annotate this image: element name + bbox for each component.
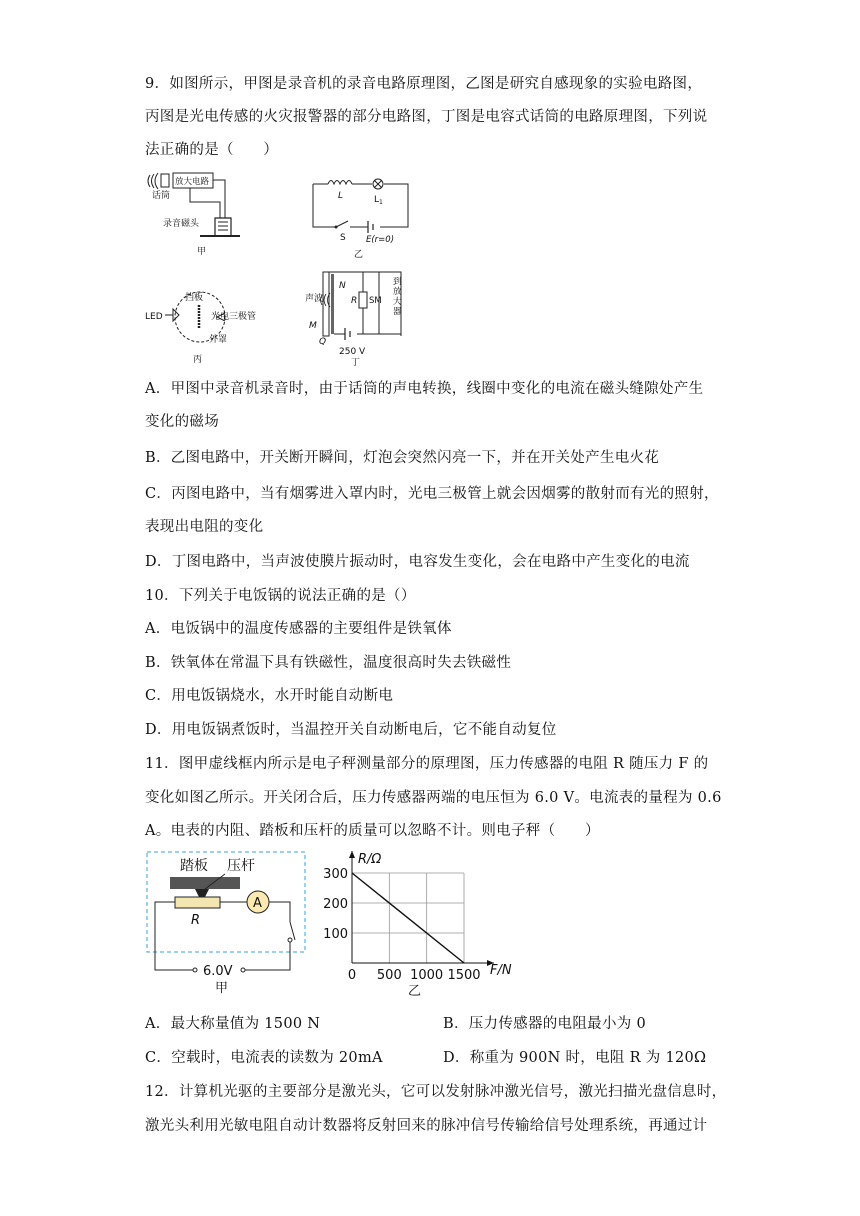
- q9-option-d: D．丁图电路中，当声波使膜片振动时，电容发生变化，会在电路中产生变化的电流: [145, 554, 690, 570]
- q9-ding-R-label: R: [351, 296, 358, 306]
- q9-option-b: B．乙图电路中，开关断开瞬间，灯泡会突然闪亮一下，并在开关处产生电火花: [145, 450, 660, 466]
- chart-x-axis-label: F/N: [490, 963, 512, 978]
- q11-figure-yi-chart: [322, 845, 522, 1000]
- q9-bing-cover-label: 外罩: [209, 335, 228, 345]
- q10-option-a: A．电饭锅中的温度传感器的主要组件是铁氧体: [145, 621, 452, 637]
- q9-yi-S-label: S: [340, 233, 346, 243]
- q9-option-c-line2: 表现出电阻的变化: [145, 519, 264, 535]
- q11-jia-board-label: 踏板: [180, 858, 208, 874]
- q9-jia-amp-label: 放大电路: [175, 177, 210, 187]
- q9-figure-bing: [145, 285, 275, 365]
- q9-stem-line2: 丙图是光电传感的火灾报警器的部分电路图，丁图是电容式话筒的电路原理图，下列说: [145, 109, 708, 125]
- q9-figure-ding: [305, 268, 415, 368]
- q9-ding-Q-label: Q: [319, 337, 327, 347]
- q9-bing-photo-label: 光电三极管: [211, 312, 257, 322]
- x-tick-label: 1500: [447, 968, 481, 983]
- q9-jia-caption: 甲: [197, 247, 207, 257]
- chart-series: [352, 873, 464, 963]
- q9-ding-amp-label: 到放大器: [393, 277, 402, 317]
- x-tick-label: 500: [376, 968, 402, 983]
- q9-jia-head-label: 录音磁头: [163, 219, 200, 229]
- q10-option-d: D．用电饭锅煮饭时，当温控开关自动断电后，它不能自动复位: [145, 722, 557, 738]
- q9-ding-N-label: N: [339, 281, 346, 291]
- q9-ding-SM-label: SM: [369, 296, 382, 306]
- series-line: [352, 873, 464, 963]
- q9-option-c-line1: C．丙图电路中，当有烟雾进入罩内时，光电三极管上就会因烟雾的散射而有光的照射，: [145, 486, 719, 502]
- q9-ding-volt-label: 250 V: [339, 347, 366, 357]
- q9-bing-caption: 丙: [193, 355, 203, 365]
- svg-text:L1: [374, 195, 383, 206]
- q9-yi-caption: 乙: [354, 250, 364, 260]
- q9-ding-sound-label: 声波: [305, 294, 324, 304]
- q11-jia-R-label: R: [191, 913, 201, 928]
- q11-option-a: A．最大称量值为 1500 N: [145, 1016, 321, 1032]
- q11-option-b: B．压力传感器的电阻最小为 0: [443, 1016, 646, 1032]
- q9-yi-L-label: L: [338, 191, 344, 201]
- q9-bing-led-label: LED: [145, 312, 163, 322]
- q12-stem-line1: 12．计算机光驱的主要部分是激光头，它可以发射脉冲激光信号，激光扫描光盘信息时，: [145, 1084, 727, 1100]
- q9-figure-yi: [310, 172, 415, 262]
- x-tick-label: 1000: [410, 968, 444, 983]
- y-tick-label: 100: [323, 927, 348, 942]
- q9-stem-line1: 9．如图所示，甲图是录音机的录音电路原理图，乙图是研究自感现象的实验电路图，: [145, 76, 703, 92]
- q11-jia-ammeter-label: A: [253, 896, 262, 911]
- y-axis-arrow: [349, 851, 355, 858]
- q9-option-a-line2: 变化的磁场: [145, 414, 219, 430]
- q9-yi-L1-label: L: [374, 195, 380, 205]
- chart-caption: 乙: [408, 984, 422, 999]
- q10-option-c: C．用电饭锅烧水，水开时能自动断电: [145, 688, 394, 704]
- q9-yi-L1-subscript: 1: [379, 199, 383, 206]
- q11-stem-line2: 变化如图乙所示。开关闭合后，压力传感器两端的电压恒为 6.0 V。电流表的量程为 0.6: [145, 790, 722, 806]
- q11-jia-caption: 甲: [215, 981, 229, 996]
- y-tick-label: 300: [323, 867, 348, 882]
- q12-stem-line2: 激光头利用光敏电阻自动计数器将反射回来的脉冲信号传输给信号处理系统，再通过计: [145, 1118, 708, 1134]
- x-tick-label: 0: [347, 968, 357, 983]
- q11-figure-jia: [145, 850, 310, 1000]
- q10-stem: 10．下列关于电饭锅的说法正确的是（）: [145, 588, 416, 604]
- q11-jia-volt-label: 6.0V: [203, 964, 233, 979]
- q11-option-d: D．称重为 900N 时，电阻 R 为 120Ω: [443, 1050, 707, 1066]
- q11-jia-rod-label: 压杆: [227, 858, 255, 874]
- q11-stem-line1: 11．图甲虚线框内所示是电子秤测量部分的原理图，压力传感器的电阻 R 随压力 F 的: [145, 756, 709, 772]
- q10-option-b: B．铁氧体在常温下具有铁磁性，温度很高时失去铁磁性: [145, 655, 512, 671]
- q9-stem-line3: 法正确的是（ ）: [145, 142, 279, 158]
- chart-axes: [323, 851, 494, 983]
- q9-ding-caption: 丁: [351, 358, 361, 368]
- q9-option-a-line1: A．甲图中录音机录音时，由于话筒的声电转换，线圈中变化的电流在磁头缝隙处产生: [145, 381, 704, 397]
- q9-bing-baffle-label: 挡板: [185, 293, 204, 303]
- chart-y-axis-label: R/Ω: [358, 852, 382, 867]
- q9-yi-E-label: E(r=0): [366, 235, 395, 245]
- y-tick-label: 200: [323, 897, 348, 912]
- q9-ding-M-label: M: [309, 321, 317, 331]
- q11-stem-line3: A。电表的内阻、踏板和压杆的质量可以忽略不计。则电子秤（ ）: [145, 823, 600, 839]
- q11-option-c: C．空载时，电流表的读数为 20mA: [145, 1050, 383, 1066]
- q9-jia-mic-label: 话筒: [152, 191, 171, 201]
- q9-figure-jia: [145, 170, 255, 265]
